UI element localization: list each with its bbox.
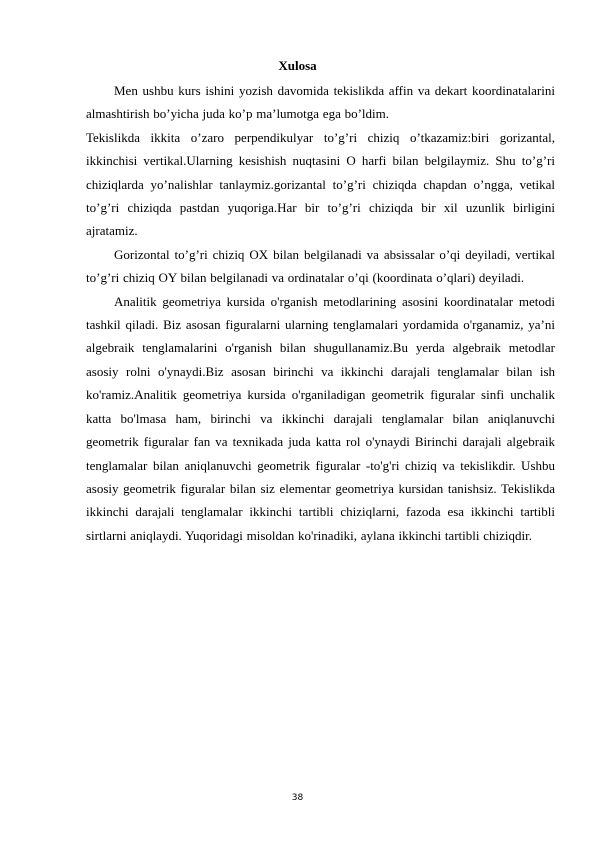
paragraph-axes-names: Gorizontal to’g’ri chiziq OX bilan belgilanadi va absissalar o’qi deyiladi, vertikal to’g’ri chiziq OY bilan belgilanadi va ordinatalar o’qi (koordinata o’qlari) deyiladi. [86, 246, 555, 286]
paragraph-intro: Men ushbu kurs ishini yozish davomida tekislikda affin va dekart koordinatalarini almashtirish bo’yicha juda ko’p ma’lumotga ega bo’ldim. [86, 83, 555, 122]
body-text [86, 79, 555, 547]
page-title: Xulosa [278, 58, 317, 73]
paragraph-analytic-geometry: Analitik geometriya kursida o'rganish metodlarining asosini koordinatalar metodi tashkil qiladi. Biz asosan figuralarni ularning tenglamalari yordamida o'rganamiz, ya’ni algebraik tenglamalarini o'rganish bilan shugullanamiz.Bu yerda algebraik metodlar asosiy rolni o'ynaydi.Biz asosan birinchi va ikkinchi darajali tenglamalar bilan ish ko'ramiz.Analitik geometriya kursida o'rganiladigan geometrik figuralar sinfi unchalik katta bo'lmasa ham, birinchi va ikkinchi darajali tenglamalar bilan aniqlanuvchi geometrik figuralar fan va texnikada juda katta rol o'ynaydi Birinchi darajali algebraik tenglamalar bilan aniqlanuvchi geometrik figuralar -to'g'ri chiziq va tekislikdir. Ushbu asosiy geometrik figuralar bilan siz elementar geometriya kursidan tanishsiz. Tekislikda ikkinchi darajali tenglamalar ikkinchi tartibli chiziqlarni, fazoda esa ikkinchi tartibli sirtlarni aniqlaydi. Yuqoridagi misoldan ko'rinadiki, aylana ikkinchi tartibli chiziqdir. [86, 293, 555, 543]
page-number: 38 [291, 793, 304, 803]
paragraph-axes-setup: Tekislikda ikkita o’zaro perpendikulyar to’g’ri chiziq o’tkazamiz:biri gorizantal, ikkinchisi vertikal.Ularning kesishish nuqtasini O harfi bilan belgilaymiz. Shu to’g’ri chiziqlarda yo’nalishlar tanlaymiz.gorizantal to’g’ri chiziqda chapdan o’ngga, vetikal to’g’ri chiziqda pastdan yuqoriga.Har bir to’g’ri chiziqda bir xil uzunlik birligini ajratamiz. [86, 129, 555, 239]
